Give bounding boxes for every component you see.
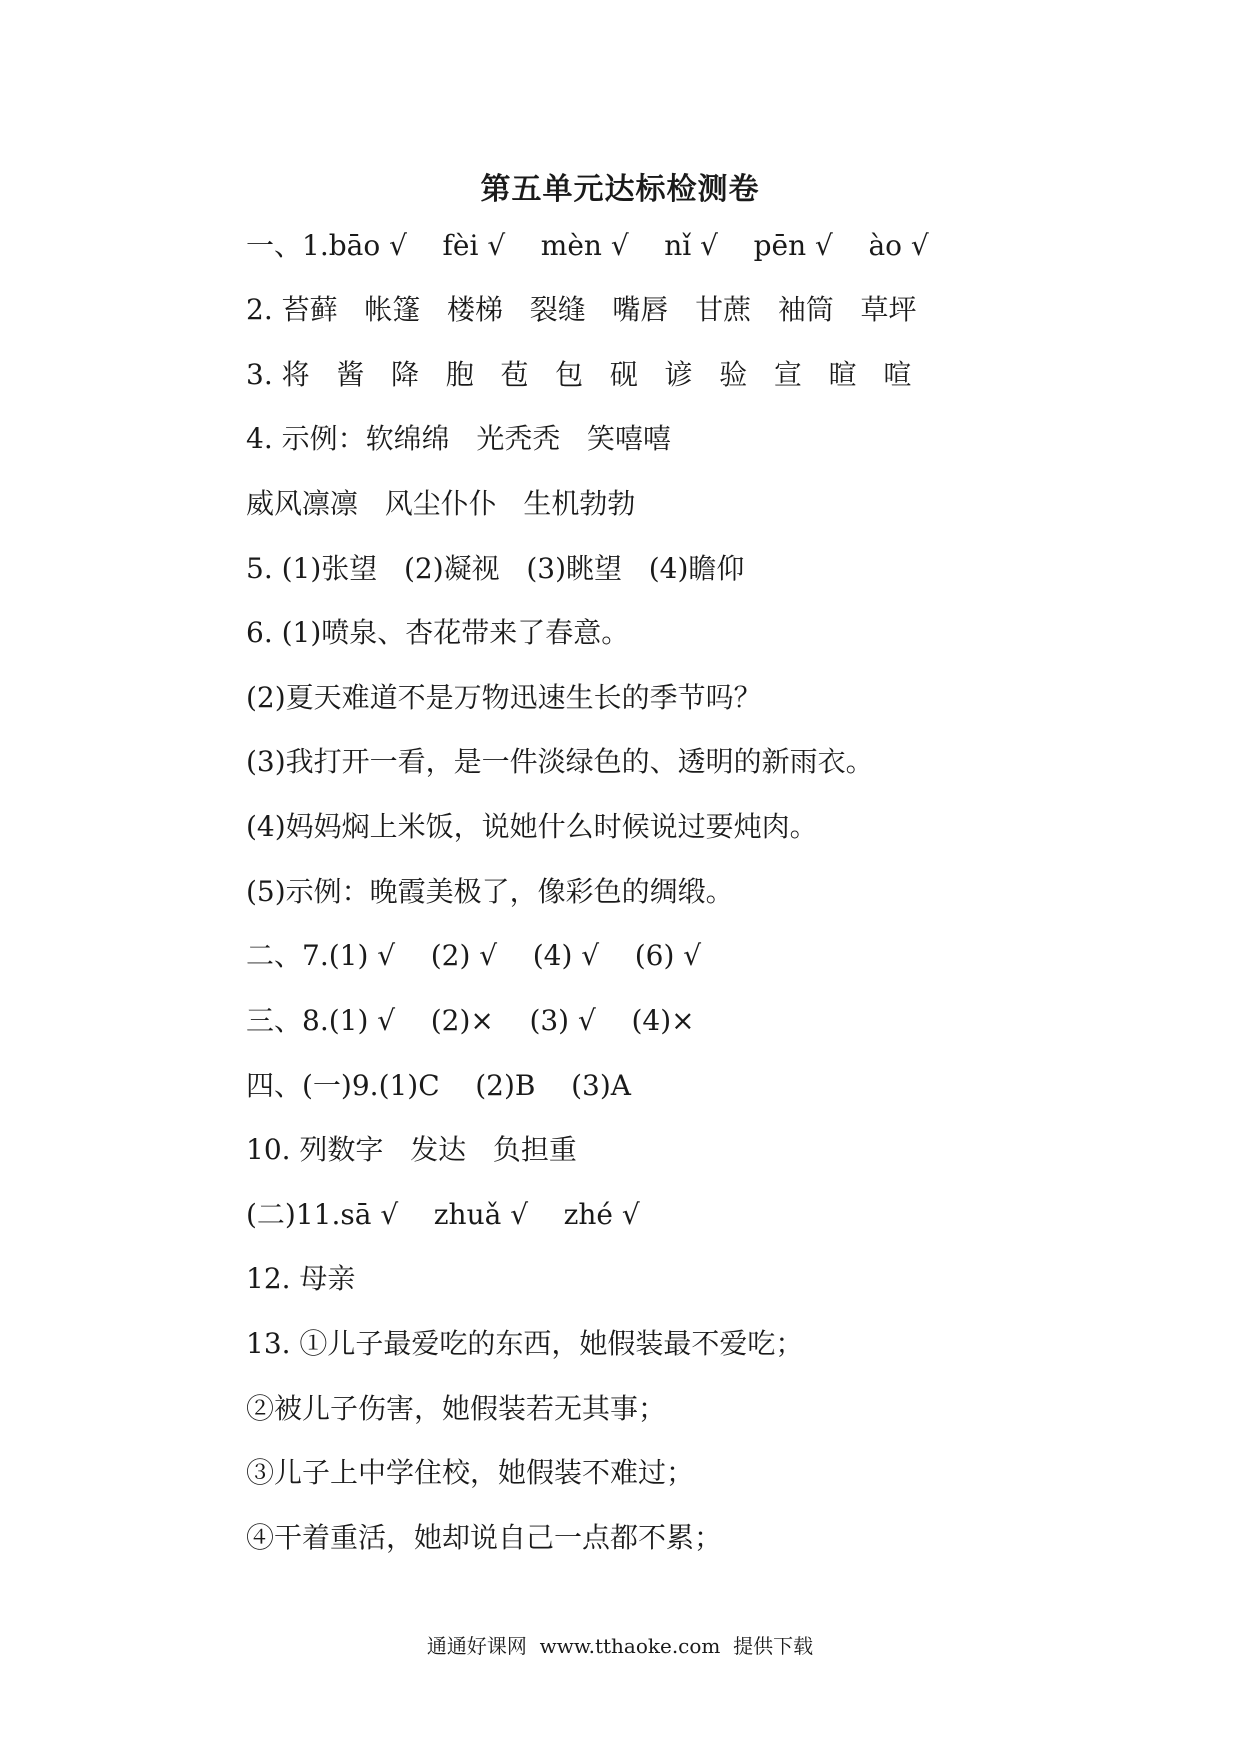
answer-line-8: 三、8.(1) √ (2)× (3) √ (4)×: [246, 1004, 695, 1037]
answer-line-13: 13. ①儿子最爱吃的东西，她假装最不爱吃；: [246, 1327, 804, 1360]
answer-line-5: 5. (1)张望 (2)凝视 (3)眺望 (4)瞻仰: [246, 552, 745, 585]
answer-line-11: (二)11.sā √ zhuǎ √ zhé √: [246, 1198, 640, 1231]
answer-line-13-3: ③儿子上中学住校，她假装不难过；: [246, 1456, 695, 1489]
answer-line-13-2: ②被儿子伤害，她假装若无其事；: [246, 1392, 667, 1425]
page-title: 第五单元达标检测卷: [480, 172, 760, 207]
answer-line-6-2: (2)夏天难道不是万物迅速生长的季节吗？: [246, 681, 762, 714]
page-footer: 通通好课网 www.tthaoke.com 提供下载: [426, 1634, 814, 1658]
answer-line-6-5: (5)示例：晚霞美极了，像彩色的绸缎。: [246, 875, 734, 908]
answer-line-1: 一、1.bāo √ fèi √ mèn √ nǐ √ pēn √ ào √: [246, 229, 929, 262]
answer-line-9: 四、(一)9.(1)C (2)B (3)A: [246, 1069, 631, 1102]
answer-line-7: 二、7.(1) √ (2) √ (4) √ (6) √: [246, 939, 702, 972]
answer-line-12: 12. 母亲: [246, 1262, 356, 1295]
answer-line-6-3: (3)我打开一看，是一件淡绿色的、透明的新雨衣。: [246, 745, 874, 778]
answer-line-2: 2. 苔藓 帐篷 楼梯 裂缝 嘴唇 甘蔗 袖筒 草坪: [246, 293, 917, 326]
answer-line-4-cont: 威风凛凛 风尘仆仆 生机勃勃: [246, 487, 636, 520]
answer-line-6: 6. (1)喷泉、杏花带来了春意。: [246, 616, 630, 649]
answer-line-4: 4. 示例：软绵绵 光秃秃 笑嘻嘻: [246, 422, 672, 455]
answer-line-10: 10. 列数字 发达 负担重: [246, 1133, 577, 1166]
answer-line-13-4: ④干着重活，她却说自己一点都不累；: [246, 1521, 723, 1554]
answer-line-3: 3. 将 酱 降 胞 苞 包 砚 谚 验 宣 暄 喧: [246, 358, 912, 391]
answer-line-6-4: (4)妈妈焖上米饭，说她什么时候说过要炖肉。: [246, 810, 818, 843]
